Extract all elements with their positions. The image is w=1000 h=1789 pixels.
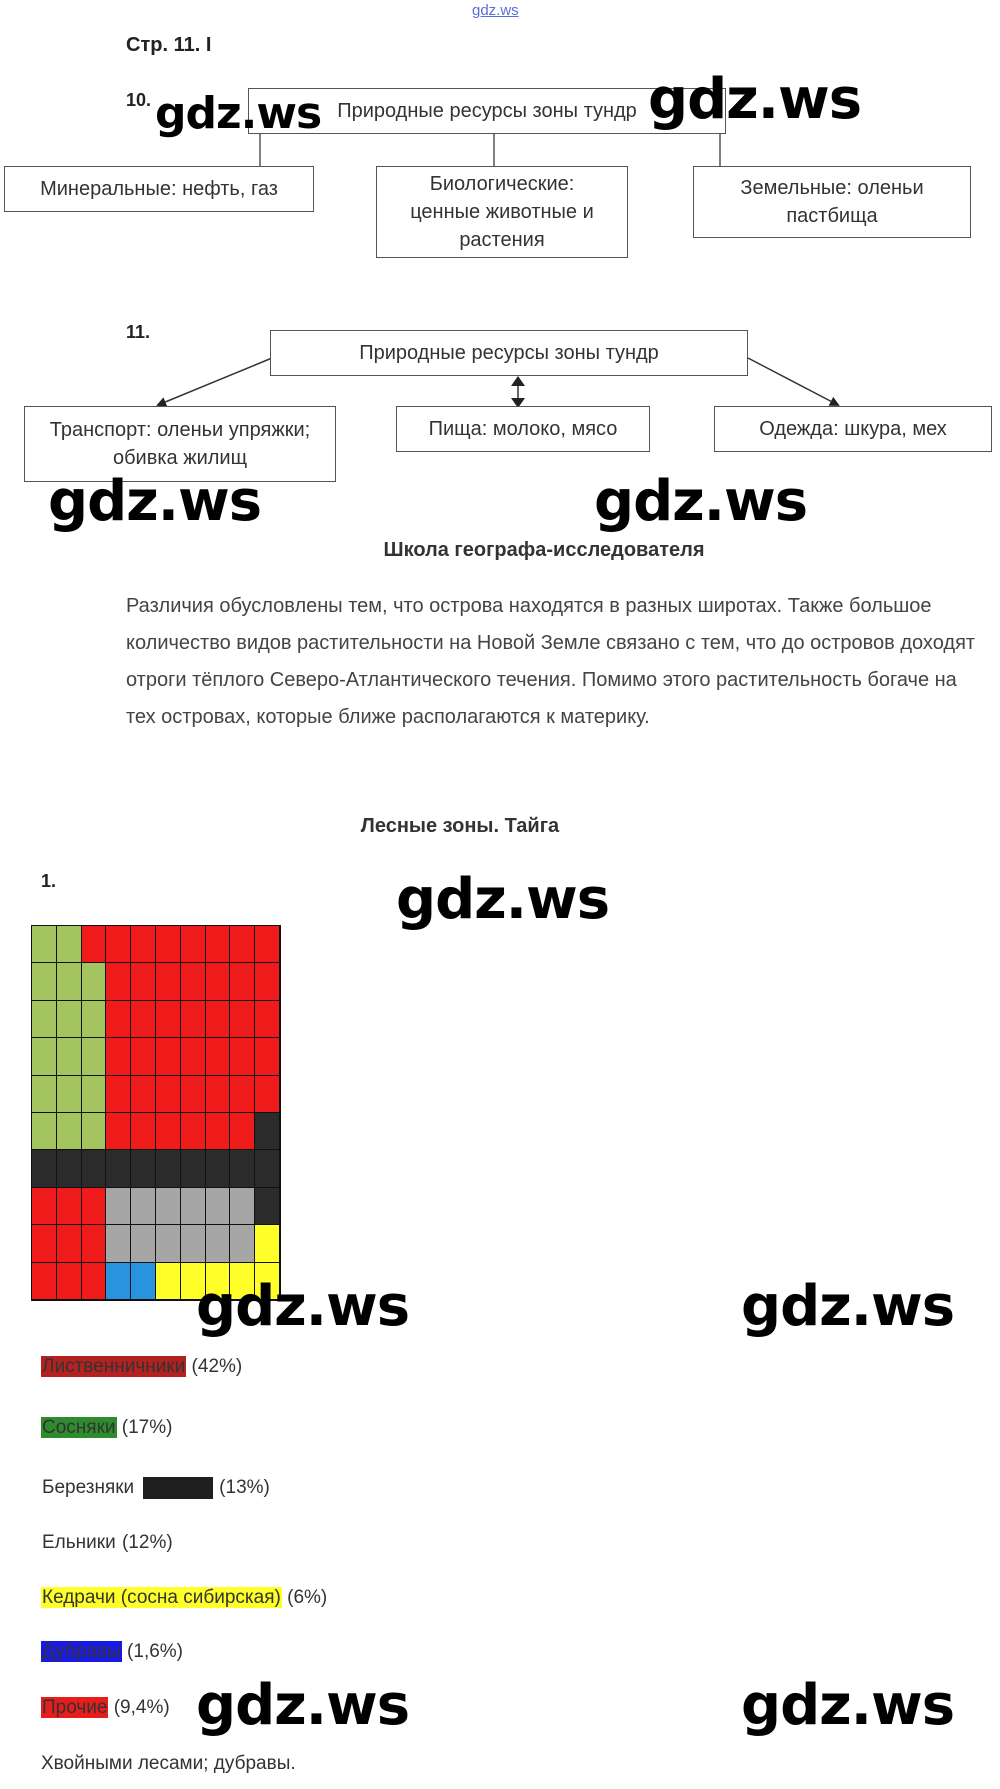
grid-cell — [57, 1001, 82, 1038]
grid-cell — [206, 963, 231, 1000]
grid-cell — [57, 1225, 82, 1262]
grid-cell — [57, 1113, 82, 1150]
grid-cell — [57, 1076, 82, 1113]
grid-cell — [106, 1263, 131, 1300]
grid-cell — [156, 1113, 181, 1150]
legend-item-name: Сосняки — [42, 1417, 116, 1438]
grid-cell — [32, 963, 57, 1000]
grid-cell — [57, 963, 82, 1000]
grid-cell — [106, 1150, 131, 1187]
grid-cell — [82, 963, 107, 1000]
grid-cell — [206, 1001, 231, 1038]
legend-item — [41, 1587, 327, 1609]
grid-cell — [255, 1038, 280, 1075]
grid-cell — [181, 1188, 206, 1225]
grid-cell — [82, 926, 107, 963]
watermark-4: gdz.ws — [594, 469, 808, 534]
grid-cell — [106, 1225, 131, 1262]
grid-cell — [206, 1150, 231, 1187]
grid-cell — [32, 926, 57, 963]
legend-item-value: (42%) — [191, 1356, 243, 1377]
task10-biological-line-3: растения — [459, 229, 545, 251]
grid-cell — [255, 1113, 280, 1150]
task10-biological-box — [376, 166, 628, 258]
site-tag-top: gdz.ws — [472, 2, 519, 19]
task10-land-box — [693, 166, 971, 238]
task11-food-box — [396, 406, 650, 452]
grid-cell — [206, 1113, 231, 1150]
school-heading: Школа географа-исследователя — [383, 539, 705, 561]
grid-cell — [131, 1263, 156, 1300]
page-title: Стр. 11. I — [126, 34, 212, 56]
grid-cell — [131, 926, 156, 963]
legend-item — [41, 1697, 170, 1719]
task11-root-box — [270, 330, 748, 376]
watermark-1: gdz.ws — [155, 88, 322, 139]
task11-clothes-label: Одежда: шкура, мех — [759, 418, 947, 440]
school-paragraph: Различия обусловлены тем, что острова находятся в разных широтах. Также большое количество видов растительности на Новой Земле связано с тем, что до островов доходят отроги тёплого Северо-Атлантического течения. Помимо этого растительность богаче на тех островах, которые ближе располагаются к материку. — [126, 595, 976, 728]
legend-item-name: Прочие — [42, 1697, 108, 1718]
grid-cell — [156, 1263, 181, 1300]
grid-cell — [230, 1150, 255, 1187]
grid-cell — [131, 1001, 156, 1038]
grid-cell — [206, 1188, 231, 1225]
grid-cell — [206, 1038, 231, 1075]
grid-cell — [32, 1188, 57, 1225]
grid-cell — [230, 1038, 255, 1075]
watermark-5: gdz.ws — [396, 867, 610, 932]
grid-cell — [181, 1001, 206, 1038]
grid-cell — [230, 926, 255, 963]
task10-mineral-box — [4, 166, 314, 212]
grid-cell — [57, 1188, 82, 1225]
task10-root-label: Природные ресурсы зоны тундр — [337, 100, 637, 122]
grid-cell — [57, 926, 82, 963]
grid-cell — [156, 1076, 181, 1113]
grid-cell — [131, 1038, 156, 1075]
grid-cell — [32, 1263, 57, 1300]
grid-cell — [255, 1001, 280, 1038]
grid-cell — [131, 963, 156, 1000]
grid-cell — [82, 1225, 107, 1262]
task10-biological-line-2: ценные животные и — [410, 201, 594, 223]
grid-cell — [106, 1188, 131, 1225]
task11-number: 11. — [126, 322, 151, 342]
task11-transport-line-1: Транспорт: оленьи упряжки; — [49, 419, 311, 441]
grid-cell — [230, 1225, 255, 1262]
task11-clothes-box — [714, 406, 992, 452]
grid-cell — [230, 1001, 255, 1038]
grid-cell — [255, 963, 280, 1000]
legend-item — [41, 1356, 242, 1378]
legend-item-value: (12%) — [121, 1532, 173, 1553]
task10-number: 10. — [126, 90, 152, 110]
grid-cell — [156, 1188, 181, 1225]
legend-item-value: (9,4%) — [113, 1697, 170, 1718]
grid-cell — [57, 1263, 82, 1300]
grid-cell — [206, 1076, 231, 1113]
legend-item — [41, 1532, 173, 1554]
legend-swatch — [143, 1477, 213, 1499]
grid-cell — [57, 1150, 82, 1187]
forest-task-number: 1. — [41, 871, 57, 891]
grid-cell — [206, 1225, 231, 1262]
grid-cell — [255, 1076, 280, 1113]
legend-item — [41, 1417, 172, 1439]
legend-item-value: (6%) — [287, 1587, 328, 1608]
grid-cell — [131, 1150, 156, 1187]
grid-cell — [106, 963, 131, 1000]
grid-cell — [82, 1038, 107, 1075]
grid-cell — [131, 1113, 156, 1150]
grid-cell — [181, 963, 206, 1000]
grid-cell — [230, 1188, 255, 1225]
grid-cell — [255, 1225, 280, 1262]
task10-land-line-1: Земельные: оленьи — [740, 177, 924, 199]
grid-cell — [82, 1076, 107, 1113]
task11-root-label: Природные ресурсы зоны тундр — [359, 342, 659, 364]
grid-cell — [255, 926, 280, 963]
grid-cell — [181, 1038, 206, 1075]
grid-cell — [106, 1038, 131, 1075]
grid-cell — [156, 1001, 181, 1038]
grid-cell — [106, 926, 131, 963]
grid-cell — [32, 1150, 57, 1187]
grid-cell — [82, 1263, 107, 1300]
grid-cell — [32, 1076, 57, 1113]
grid-cell — [106, 1001, 131, 1038]
watermark-3: gdz.ws — [48, 469, 262, 534]
grid-cell — [230, 1113, 255, 1150]
grid-cell — [181, 1225, 206, 1262]
watermark-6: gdz.ws — [196, 1274, 410, 1339]
grid-cell — [156, 1150, 181, 1187]
grid-cell — [32, 1225, 57, 1262]
watermark-8: gdz.ws — [196, 1673, 410, 1738]
forest-answer: Хвойными лесами; дубравы. — [41, 1753, 296, 1774]
task10-connectors — [260, 134, 720, 166]
watermark-7: gdz.ws — [741, 1274, 955, 1339]
grid-cell — [131, 1076, 156, 1113]
grid-cell — [181, 926, 206, 963]
grid-cell — [57, 1038, 82, 1075]
forest-grid — [31, 925, 281, 1301]
legend-item-value: (1,6%) — [127, 1641, 184, 1662]
grid-cell — [106, 1113, 131, 1150]
grid-cell — [255, 1188, 280, 1225]
grid-cell — [82, 1188, 107, 1225]
task10-biological-line-1: Биологические: — [429, 173, 575, 195]
grid-cell — [131, 1188, 156, 1225]
legend-item-value: (13%) — [219, 1477, 270, 1499]
grid-cell — [255, 1150, 280, 1187]
grid-cell — [230, 1076, 255, 1113]
grid-cell — [156, 926, 181, 963]
legend-item-name: Лиственничники — [42, 1356, 186, 1377]
legend-item-name: Ельники — [42, 1532, 116, 1553]
task10-land-line-2: пастбища — [786, 205, 878, 227]
task10-mineral-label: Минеральные: нефть, газ — [40, 178, 278, 200]
legend-item-value: (17%) — [121, 1417, 173, 1438]
legend-item — [41, 1477, 270, 1499]
grid-cell — [32, 1113, 57, 1150]
task11-transport-line-2: обивка жилищ — [112, 447, 248, 469]
grid-cell — [82, 1001, 107, 1038]
task11-food-label: Пища: молоко, мясо — [428, 418, 618, 440]
grid-cell — [156, 1225, 181, 1262]
grid-cell — [32, 1038, 57, 1075]
watermark-2: gdz.ws — [648, 67, 862, 132]
watermark-9: gdz.ws — [741, 1673, 955, 1738]
legend-item-name: Дубравы — [42, 1641, 121, 1662]
grid-cell — [106, 1076, 131, 1113]
grid-cell — [181, 1113, 206, 1150]
grid-cell — [82, 1113, 107, 1150]
grid-cell — [206, 926, 231, 963]
grid-cell — [181, 1150, 206, 1187]
grid-cell — [131, 1225, 156, 1262]
legend-item — [41, 1641, 183, 1663]
grid-cell — [181, 1076, 206, 1113]
forest-heading: Лесные зоны. Тайга — [360, 815, 560, 837]
grid-cell — [82, 1150, 107, 1187]
grid-cell — [230, 963, 255, 1000]
legend-item-name: Кедрачи (сосна сибирская) — [42, 1587, 281, 1608]
grid-cell — [32, 1001, 57, 1038]
grid-cell — [156, 963, 181, 1000]
grid-cell — [156, 1038, 181, 1075]
legend-item-name: Березняки — [42, 1477, 135, 1499]
